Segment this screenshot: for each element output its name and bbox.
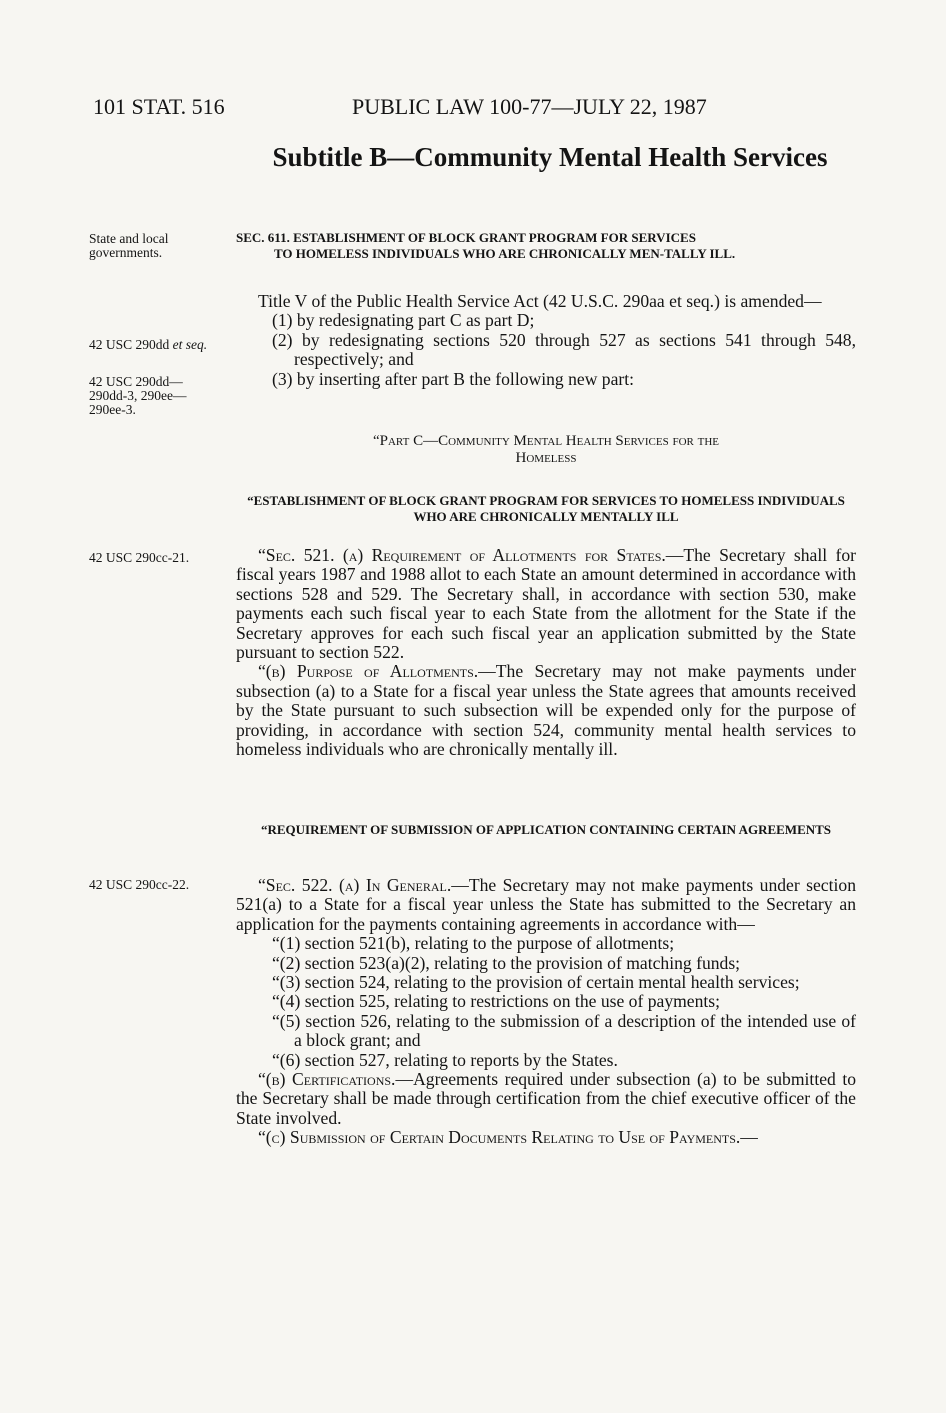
part-c-heading-line2: Homeless [515,450,577,466]
amendment-item-3: (3) by inserting after part B the following new part: [272,368,635,389]
section-522-item-2: “(2) section 523(a)(2), relating to the provision of matching funds; [272,952,741,973]
section-521-b [236,662,856,759]
part-c-heading-line1: “Part C—Community Mental Health Services for the [372,433,720,449]
subtitle-heading: Subtitle B—Community Mental Health Services [272,142,828,172]
section-521-b-text: The Secretary may not make payments under subsection (a) to a State for a fiscal year unless the State agrees that amounts received by the State pursuant to such subsection will be expended only for the purpose of providing, in accordance with section 524, community mental health services to homeless individuals who are chronically mentally ill. [236,661,857,760]
section-521-a-lead: “Sec. 521. (a) Requirement of Allotments for States.— [258,545,684,565]
section-522-b-lead: “(b) Certifications.— [258,1069,414,1090]
margin-note-usc-290dd-range: 42 USC 290dd— 290dd-3, 290ee— 290ee-3. [89,374,187,417]
part-c-heading [236,433,856,467]
section-611-heading [236,230,856,262]
margin-note-usc-290cc-21: 42 USC 290cc-21. [89,550,190,565]
section-611-heading-lead: SEC. 611. ESTABLISHMENT OF BLOCK GRANT PROGRAM FOR SERVICES [236,230,696,245]
section-522-item-1: “(1) section 521(b), relating to the purpose of allotments; [272,933,675,954]
subheading-block-grant-text: “ESTABLISHMENT OF BLOCK GRANT PROGRAM FOR SERVICES TO HOMELESS INDIVIDUALS WHO ARE CHRONICALLY MENTALLY ILL [247,493,845,524]
section-522-item-6: “(6) section 527, relating to reports by the States. [272,1049,618,1070]
running-header-stat: 101 STAT. 516 [93,94,225,119]
section-611-body [236,292,856,389]
section-522-item-5: “(5) section 526, relating to the submission of a description of the intended use of a block grant; and [272,1010,856,1051]
amendment-item-1: (1) by redesignating part C as part D; [272,310,535,331]
subheading-block-grant [236,493,856,525]
margin-note-state-local: State and local governments. [89,231,169,260]
amendment-item-2: (2) by redesignating sections 520 through 527 as sections 541 through 548, respectively; and [272,329,856,370]
running-header-law: PUBLIC LAW 100-77—JULY 22, 1987 [352,94,707,119]
section-521-a [236,546,856,662]
section-521-a-text: The Secretary shall for fiscal years 1987 and 1988 allot to each State an amount determined in accordance with sections 528 and 529. The Secretary shall, in accordance with section 530, make payments each such fiscal year to each State from the allotment for the State if the Secretary approves for each such fiscal year an application submitted by the State pursuant to section 522. [236,545,857,663]
section-522-c [236,1128,856,1147]
section-522-item-4: “(4) section 525, relating to restrictions on the use of payments; [272,991,721,1012]
section-611-heading-rest: TO HOMELESS INDIVIDUALS WHO ARE CHRONICALLY MEN-TALLY ILL. [274,246,736,261]
margin-note-usc-290dd-italic: et seq. [172,337,208,352]
margin-note-usc-290dd [89,338,229,352]
amendment-intro: Title V of the Public Health Service Act (42 U.S.C. 290aa et seq.) is amended— [258,291,822,311]
section-522-a-text: The Secretary may not make payments under section 521(a) to a State for a fiscal year unless the State has submitted to the Secretary an application for the payments containing agreements in accordance with— [236,875,856,934]
subheading-application [236,822,856,838]
subheading-application-text: “REQUIREMENT OF SUBMISSION OF APPLICATION CONTAINING CERTAIN AGREEMENTS [260,822,832,837]
section-521-b-lead: “(b) Purpose of Allotments.— [258,661,496,682]
section-522-item-3: “(3) section 524, relating to the provision of certain mental health services; [272,972,800,993]
section-522-c-lead: “(c) Submission of Certain Documents Relating to Use of Payments.— [258,1127,758,1148]
section-521 [236,546,856,759]
section-522-b-text: Agreements required under subsection (a) to be submitted to the Secretary shall be made through certification from the chief executive officer of the State involved. [236,1069,857,1128]
margin-note-usc-290cc-22: 42 USC 290cc-22. [89,877,190,892]
section-522 [236,876,856,1148]
section-522-a-lead: “Sec. 522. (a) In General.— [258,875,469,895]
section-522-a [236,876,856,934]
margin-note-usc-290dd-text: 42 USC 290dd [89,337,173,352]
section-522-b [236,1070,856,1128]
